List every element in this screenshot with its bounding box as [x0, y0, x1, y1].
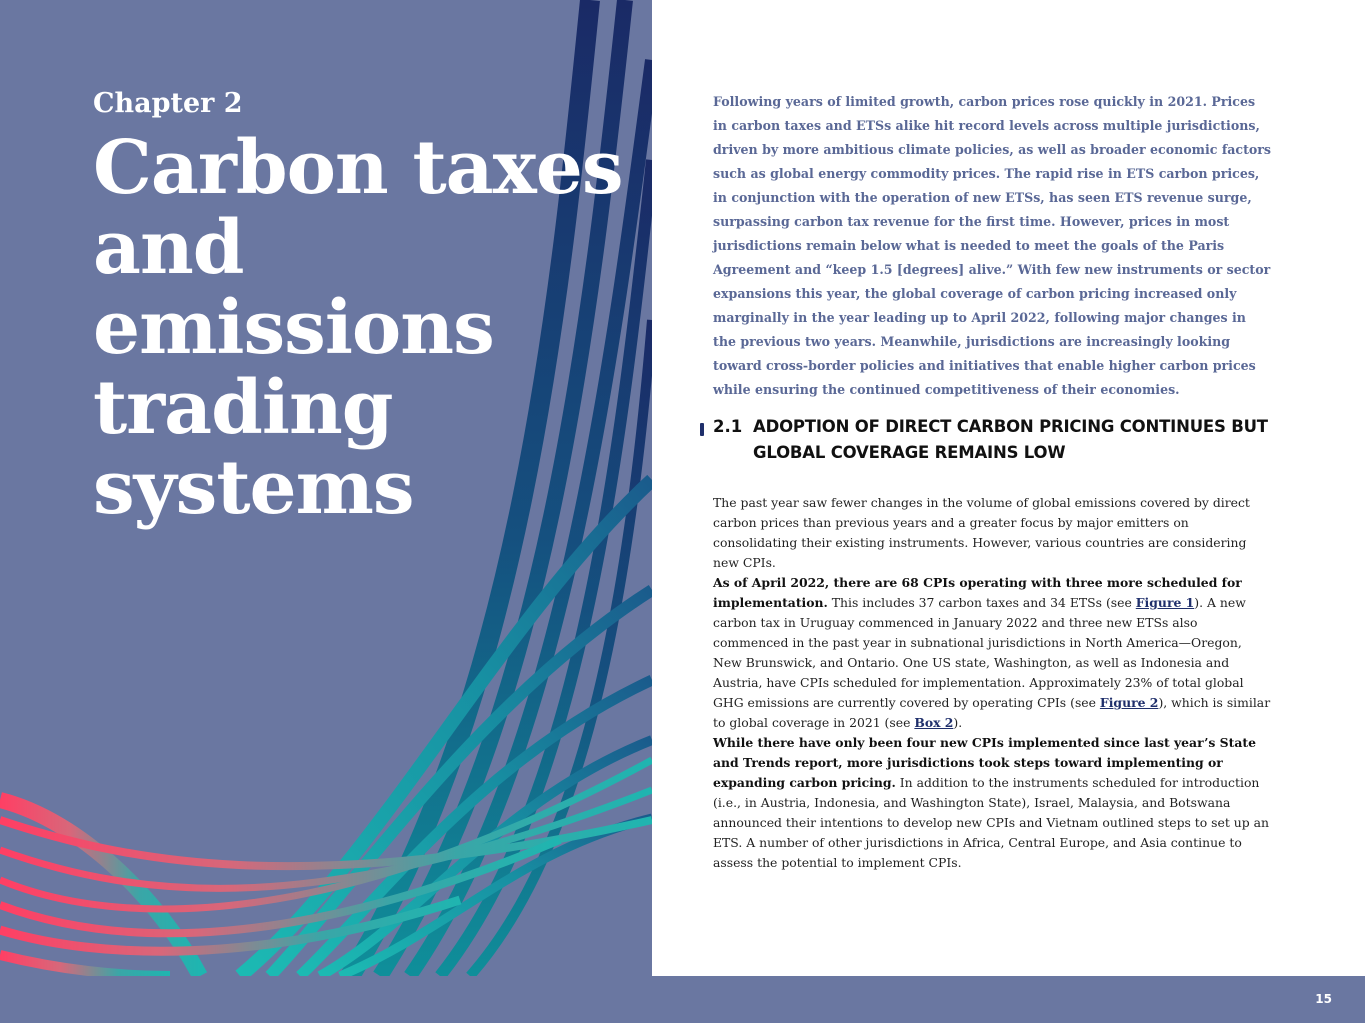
chapter-title: Carbon taxes and emissions trading systems [93, 125, 623, 531]
paragraph-2-text-c: ), which is similar to global coverage in 2021 (see [713, 695, 1271, 730]
page-number: 15 [1315, 992, 1332, 1006]
content-panel [652, 0, 1365, 976]
figure-1-link[interactable]: Figure 1 [1135, 595, 1195, 610]
chapter-cover-panel [0, 0, 652, 976]
section-heading [700, 414, 1280, 466]
paragraph-2-text-b: ). A new carbon tax in Uruguay commenced in January 2022 and three new ETSs also commenced in the past year in subnational jurisdictions in North America—Oregon, New Brunswick, and Ontario. One US state, Washington, as well as Indonesia and Austria, have CPIs scheduled for implementation. Approximately 23% of total global GHG emissions are currently covered by operating CPIs (see [713, 595, 1246, 710]
section-title: ADOPTION OF DIRECT CARBON PRICING CONTINUES BUT GLOBAL COVERAGE REMAINS LOW [753, 417, 1268, 462]
paragraph-3-text: In addition to the instruments scheduled for introduction (i.e., in Austria, Indonesia, and Washington State), Israel, Malaysia, and Botswana announced their intentions to develop new CPIs and Vietnam outlined steps to set up an ETS. A number of other jurisdictions in Africa, Central Europe, and Asia continue to assess the potential to implement CPIs. [713, 775, 1270, 870]
paragraph-3-lead: While there have only been four new CPIs implemented since last year’s State and Trends report, more jurisdictions took steps toward implementing or expanding carbon pricing. [713, 735, 1256, 790]
intro-summary: Following years of limited growth, carbon prices rose quickly in 2021. Prices in carbon taxes and ETSs alike hit record levels across multiple jurisdictions, driven by more ambitious climate policies, as well as broader economic factors such as global energy commodity prices. The rapid rise in ETS carbon prices, in conjunction with the operation of new ETSs, has seen ETS revenue surge, surpassing carbon tax revenue for the first time. However, prices in most jurisdictions remain below what is needed to meet the goals of the Paris Agreement and “keep 1.5 [degrees] alive.” With few new instruments or sector expansions this year, the global coverage of carbon pricing increased only marginally in the year leading up to April 2022, following major changes in the previous two years. Meanwhile, jurisdictions are increasingly looking toward cross-border policies and initiatives that enable higher carbon prices while ensuring the continued competitiveness of their economies. [713, 94, 1272, 397]
body-paragraph-1: The past year saw fewer changes in the volume of global emissions covered by direct carbon prices than previous years and a greater focus by major emitters on consolidating their existing instruments. However, various countries are considering new CPIs. [713, 495, 1250, 570]
body-paragraph-3 [713, 733, 1273, 873]
paragraph-2-text-d: ). [953, 715, 963, 730]
section-marker [700, 423, 704, 436]
section-number: 2.1 [713, 417, 743, 436]
box-2-link[interactable]: Box 2 [914, 715, 954, 730]
paragraph-2-text-a: This includes 37 carbon taxes and 34 ETSs (see [827, 595, 1136, 610]
body-paragraph-2 [713, 573, 1273, 733]
figure-2-link[interactable]: Figure 2 [1099, 695, 1159, 710]
paragraph-2-lead: As of April 2022, there are 68 CPIs operating with three more scheduled for implementation. [713, 575, 1242, 610]
chapter-label: Chapter 2 [93, 88, 243, 119]
